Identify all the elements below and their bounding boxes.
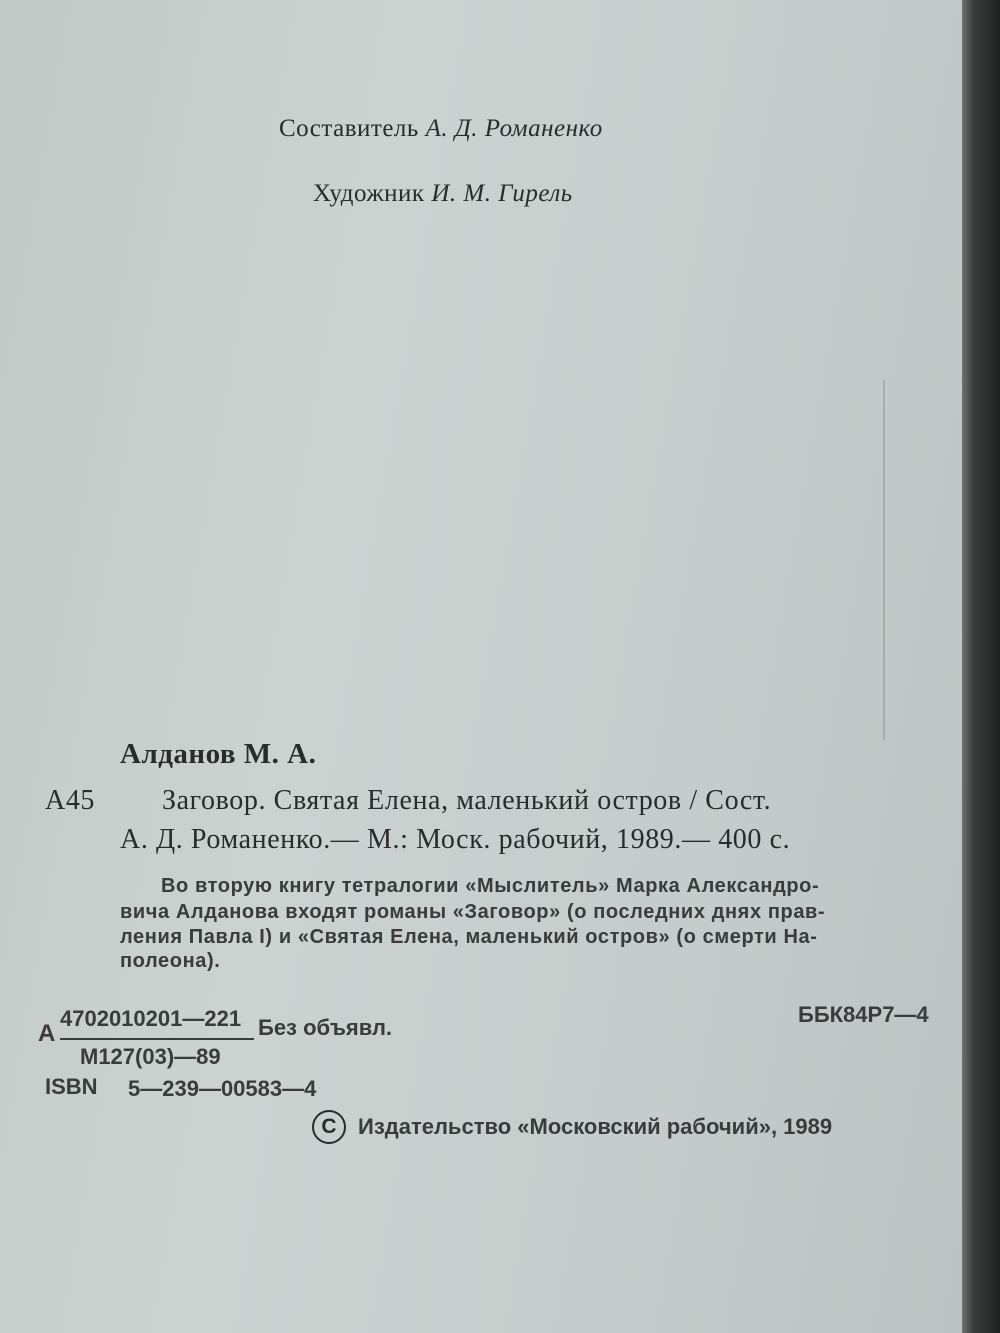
compiler-role: Составитель (279, 115, 419, 142)
code-numerator: 4702010201—221 (60, 1006, 242, 1031)
catalog-author: Алданов М. А. (120, 738, 317, 770)
artist-credit (313, 180, 573, 208)
page-crease (883, 380, 885, 740)
book-edge (962, 0, 1000, 1333)
compiler-credit (279, 115, 603, 143)
artist-role: Художник (313, 180, 425, 207)
copyright-icon: C (312, 1110, 346, 1144)
compiler-name: А. Д. Романенко (425, 115, 603, 142)
fraction-bar (60, 1038, 254, 1040)
annotation-line-3: ления Павла I) и «Святая Елена, маленький остров» (о смерти На- (120, 926, 818, 948)
code-denominator: М127(03)—89 (80, 1044, 221, 1069)
isbn-label: ISBN (45, 1074, 98, 1099)
annotation-line-1: Во вторую книгу тетралогии «Мыслитель» Марка Александро- (161, 875, 820, 897)
no-announcement: Без объявл. (258, 1015, 393, 1040)
catalog-index: А45 (45, 785, 96, 816)
catalog-title-line1: Заговор. Святая Елена, маленький остров / Сост. (162, 785, 772, 816)
bbk-code: ББК84Р7—4 (798, 1002, 929, 1027)
catalog-title-line2: А. Д. Романенко.— М.: Моск. рабочий, 1989.— 400 с. (120, 824, 791, 855)
code-prefix: А (38, 1020, 56, 1047)
annotation-line-4: полеона). (120, 950, 221, 972)
artist-name: И. М. Гирель (431, 180, 573, 207)
isbn-number: 5—239—00583—4 (128, 1076, 317, 1101)
publisher-copyright: Издательство «Московский рабочий», 1989 (358, 1114, 833, 1139)
annotation-line-2: вича Алданова входят романы «Заговор» (о последних днях прав- (120, 901, 826, 923)
